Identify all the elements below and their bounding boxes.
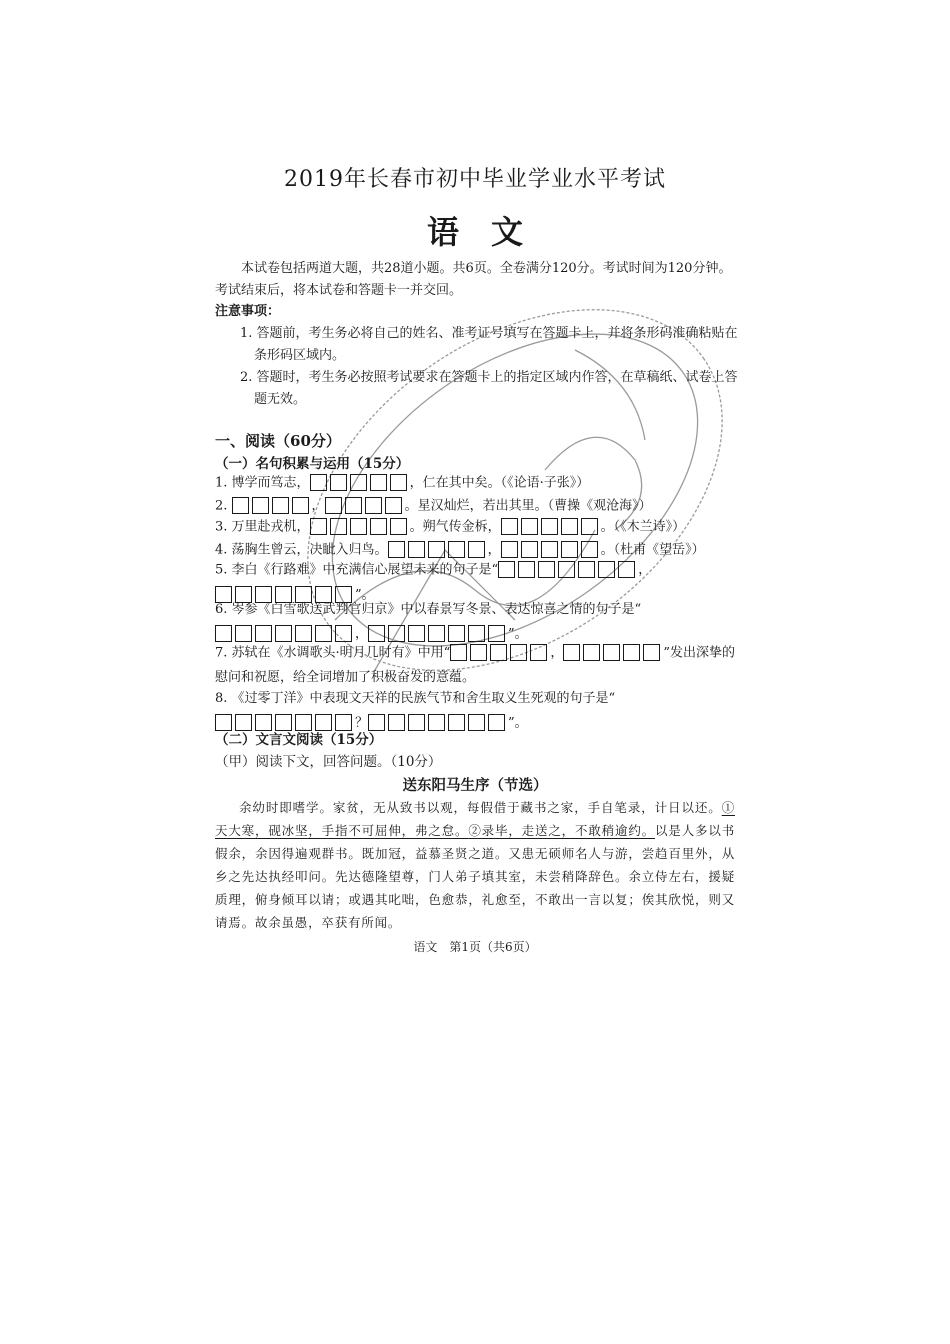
part-heading: （一）名句积累与运用（15分） [215, 456, 410, 472]
page-footer: 语文 第1页（共6页） [413, 940, 537, 954]
underlined-sentence-2: ②录毕，走送之，不敢稍逾约。 [468, 823, 656, 838]
answer-box[interactable] [521, 518, 538, 535]
notice-item: 1. 答题前，考生务必将自己的姓名、准考证号填写在答题卡上，并将条形码准确粘贴在条形码区域内。 [240, 326, 738, 363]
answer-box[interactable] [510, 644, 527, 661]
question-2: 2. ， 。星汉灿烂，若出其里。（曹操《观沧海》） [215, 494, 735, 519]
exam-intro: 本试卷包括两道大题，共28道小题。共6页。全卷满分120分。考试时间为120分钟。考试结束后，将本试卷和答题卡一并交回。 [215, 261, 732, 298]
answer-box[interactable] [385, 497, 402, 514]
answer-box[interactable] [408, 625, 425, 642]
answer-box[interactable] [335, 625, 352, 642]
answer-box[interactable] [295, 625, 312, 642]
answer-box[interactable] [390, 518, 407, 535]
answer-box[interactable] [581, 518, 598, 535]
answer-blanks[interactable] [310, 471, 410, 495]
subject-title: 语文 [426, 213, 555, 251]
answer-box[interactable] [618, 561, 635, 578]
reading-instruction: （甲）阅读下文，回答问题。（10分） [215, 754, 442, 770]
question-number: 4. [215, 542, 228, 558]
answer-box[interactable] [583, 644, 600, 661]
answer-box[interactable] [448, 541, 465, 558]
answer-box[interactable] [315, 625, 332, 642]
answer-box[interactable] [428, 625, 445, 642]
question-number: 8. [215, 691, 228, 706]
answer-box[interactable] [370, 518, 387, 535]
answer-box[interactable] [521, 541, 538, 558]
section-heading: 一、阅读（60分） [215, 432, 341, 450]
answer-box[interactable] [390, 474, 407, 491]
question-number: 2. [215, 498, 228, 514]
part-heading: （二）文言文阅读（15分） [215, 732, 383, 748]
answer-box[interactable] [581, 541, 598, 558]
answer-box[interactable] [275, 625, 292, 642]
question-number: 3. [215, 519, 228, 535]
question-number: 5. [215, 562, 228, 578]
notice-item: 2. 答题时，考生务必按照考试要求在答题卡上的指定区域内作答，在草稿纸、试卷上答题无效。 [240, 370, 738, 407]
answer-box[interactable] [310, 474, 327, 491]
answer-box[interactable] [388, 541, 405, 558]
answer-box[interactable] [623, 644, 640, 661]
answer-box[interactable] [292, 497, 309, 514]
answer-box[interactable] [370, 474, 387, 491]
answer-box[interactable] [490, 644, 507, 661]
answer-box[interactable] [470, 644, 487, 661]
answer-box[interactable] [518, 561, 535, 578]
underlined-sentence-1: ①天大寒，砚冰坚，手指不可屈伸，弗之怠。 [215, 800, 735, 838]
answer-box[interactable] [501, 541, 518, 558]
question-3: 3. 万里赴戎机， 。朔气传金柝， 。（《木兰诗》） [215, 515, 735, 540]
answer-box[interactable] [330, 518, 347, 535]
answer-box[interactable] [388, 625, 405, 642]
question-5: 5. 李白《行路难》中充满信心展望未来的句子是“ ，”。 [215, 558, 735, 607]
answer-box[interactable] [561, 518, 578, 535]
answer-box[interactable] [310, 518, 327, 535]
answer-box[interactable] [643, 644, 660, 661]
answer-box[interactable] [272, 497, 289, 514]
answer-box[interactable] [345, 497, 362, 514]
question-number: 6. [215, 602, 228, 617]
answer-blanks[interactable] [563, 641, 663, 665]
answer-box[interactable] [541, 541, 558, 558]
answer-box[interactable] [561, 541, 578, 558]
question-number: 7. [215, 645, 228, 661]
answer-box[interactable] [350, 518, 367, 535]
answer-box[interactable] [448, 625, 465, 642]
answer-blanks[interactable] [501, 515, 601, 539]
exam-title: 2019年长春市初中毕业学业水平考试 [284, 167, 666, 192]
answer-box[interactable] [428, 541, 445, 558]
answer-box[interactable] [330, 474, 347, 491]
answer-box[interactable] [350, 474, 367, 491]
answer-box[interactable] [530, 644, 547, 661]
question-7: 7. 苏轼在《水调歌头·明月几时有》中用“ ， ”发出深挚的慰问和祝愿，给全词增加了积极奋发的意蕴。 [215, 641, 735, 690]
answer-blanks[interactable] [310, 515, 410, 539]
answer-box[interactable] [538, 561, 555, 578]
answer-box[interactable] [578, 561, 595, 578]
answer-box[interactable] [558, 561, 575, 578]
answer-box[interactable] [563, 644, 580, 661]
answer-box[interactable] [468, 541, 485, 558]
answer-box[interactable] [252, 497, 269, 514]
answer-blanks[interactable] [450, 641, 550, 665]
question-8: 8. 《过零丁洋》中表现文天祥的民族气节和舍生取义生死观的句子是“？ ”。 [215, 687, 735, 736]
answer-box[interactable] [215, 625, 232, 642]
notice-heading: 注意事项： [215, 304, 281, 319]
answer-box[interactable] [598, 561, 615, 578]
question-6: 6. 岑参《白雪歌送武判官归京》中以春景写冬景、表达惊喜之情的句子是“， ”。 [215, 598, 735, 647]
answer-box[interactable] [603, 644, 620, 661]
answer-box[interactable] [498, 561, 515, 578]
answer-box[interactable] [368, 625, 385, 642]
answer-box[interactable] [501, 518, 518, 535]
passage-title: 送东阳马生序（节选） [402, 777, 548, 794]
question-1: 1. 博学而笃志， ，仁在其中矣。（《论语·子张》） [215, 471, 735, 496]
answer-box[interactable] [255, 625, 272, 642]
answer-blanks[interactable] [498, 558, 638, 582]
answer-box[interactable] [232, 497, 249, 514]
classical-passage: 余幼时即嗜学。家贫，无从致书以观，每假借于藏书之家，手自笔录，计日以还。①天大寒，砚冰坚，手指不可屈伸，弗之怠。②录毕，走送之，不敢稍逾约。以是人多以书假余，余因得遍观群书。既加冠，益慕圣贤之道。又患无硕师名人与游，尝趋百里外，从乡之先达执经叩问。先达德隆望尊，门人弟子填其室，未尝稍降辞色。余立侍左右，援疑质理，俯身倾耳以请；或遇其叱咄，色愈恭，礼愈至，不敢出一言以复；俟其欣悦，则又请焉。故余虽愚，卒获有所闻。 [215, 800, 736, 930]
answer-box[interactable] [450, 644, 467, 661]
answer-box[interactable] [488, 625, 505, 642]
question-number: 1. [215, 475, 228, 491]
answer-box[interactable] [468, 625, 485, 642]
question-4: 4. 荡胸生曾云，决眦入归鸟。 ， 。（杜甫《望岳》） [215, 538, 735, 563]
answer-box[interactable] [235, 625, 252, 642]
answer-box[interactable] [325, 497, 342, 514]
answer-box[interactable] [408, 541, 425, 558]
answer-box[interactable] [541, 518, 558, 535]
answer-box[interactable] [365, 497, 382, 514]
